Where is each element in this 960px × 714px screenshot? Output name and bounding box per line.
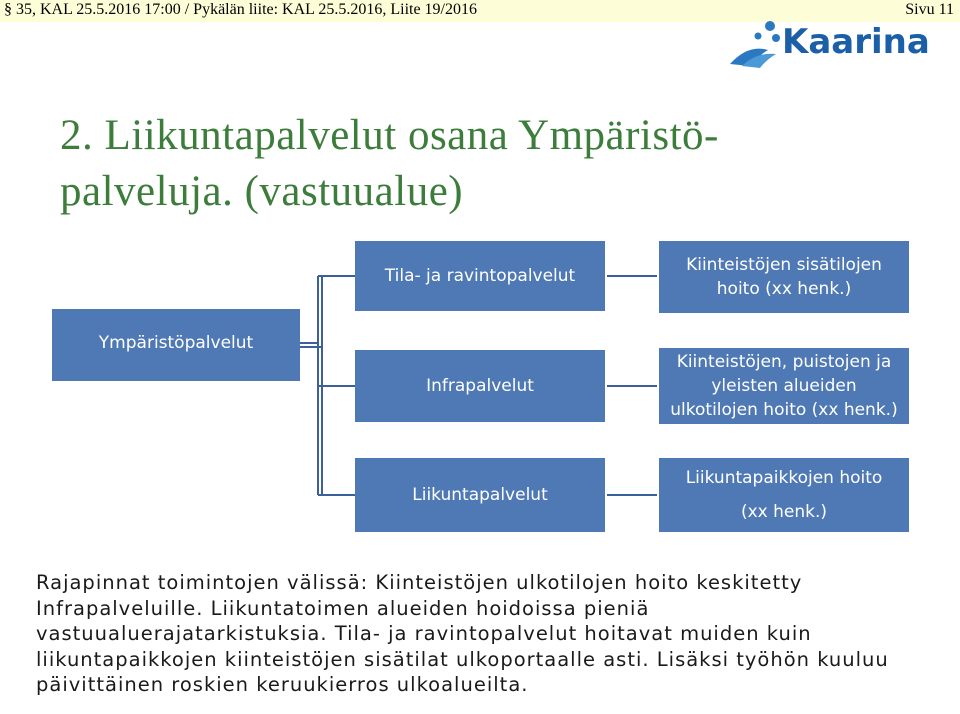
logo-text: Kaarina	[782, 22, 930, 62]
org-task-line: Kiinteistöjen sisätilojen	[686, 255, 882, 275]
body-line: päivittäinen roskien keruukierros ulkoalueilta.	[36, 673, 529, 696]
org-root-label: Ympäristöpalvelut	[98, 333, 254, 353]
org-task-line: hoito (xx henk.)	[716, 279, 852, 299]
body-line: liikuntapaikkojen kiinteistöjen sisätilat ulkoportaalle asti. Lisäksi työhön kuuluu	[36, 647, 889, 671]
body-line: vastuualuerajatarkistuksia. Tila- ja ravintopalvelut hoitavat muiden kuin	[36, 622, 812, 645]
org-unit-label: Tila- ja ravintopalvelut	[384, 266, 576, 286]
org-task-line: Kiinteistöjen, puistojen ja	[676, 352, 892, 372]
org-task-line: Liikuntapaikkojen hoito	[685, 468, 883, 488]
org-task-line: ulkotilojen hoito (xx henk.)	[670, 400, 898, 420]
org-unit-box	[355, 350, 605, 422]
org-unit-box	[355, 241, 605, 311]
org-unit-label: Infrapalvelut	[426, 376, 534, 396]
org-task-line: (xx henk.)	[740, 502, 828, 522]
body-line: Infrapalveluille. Liikuntatoimen alueiden hoidoissa pieniä	[36, 596, 650, 620]
title-line: palveluja. (vastuualue)	[60, 168, 464, 215]
body-paragraph	[36, 570, 936, 698]
org-unit-label: Liikuntapalvelut	[412, 485, 548, 505]
header-text: § 35, KAL 25.5.2016 17:00 / Pykälän liite: KAL 25.5.2016, Liite 19/2016	[4, 1, 477, 18]
org-task-box	[659, 348, 909, 424]
title-line: 2. Liikuntapalvelut osana Ympäristö-	[60, 112, 719, 159]
body-line: Rajapinnat toimintojen välissä: Kiinteistöjen ulkotilojen hoito keskitetty	[36, 571, 803, 594]
org-task-box	[659, 241, 909, 313]
org-task-line: yleisten alueiden	[711, 376, 857, 396]
org-task-box	[659, 458, 909, 532]
org-unit-box	[355, 458, 605, 532]
org-root-box	[52, 309, 300, 381]
page-number: Sivu 11	[905, 1, 954, 18]
